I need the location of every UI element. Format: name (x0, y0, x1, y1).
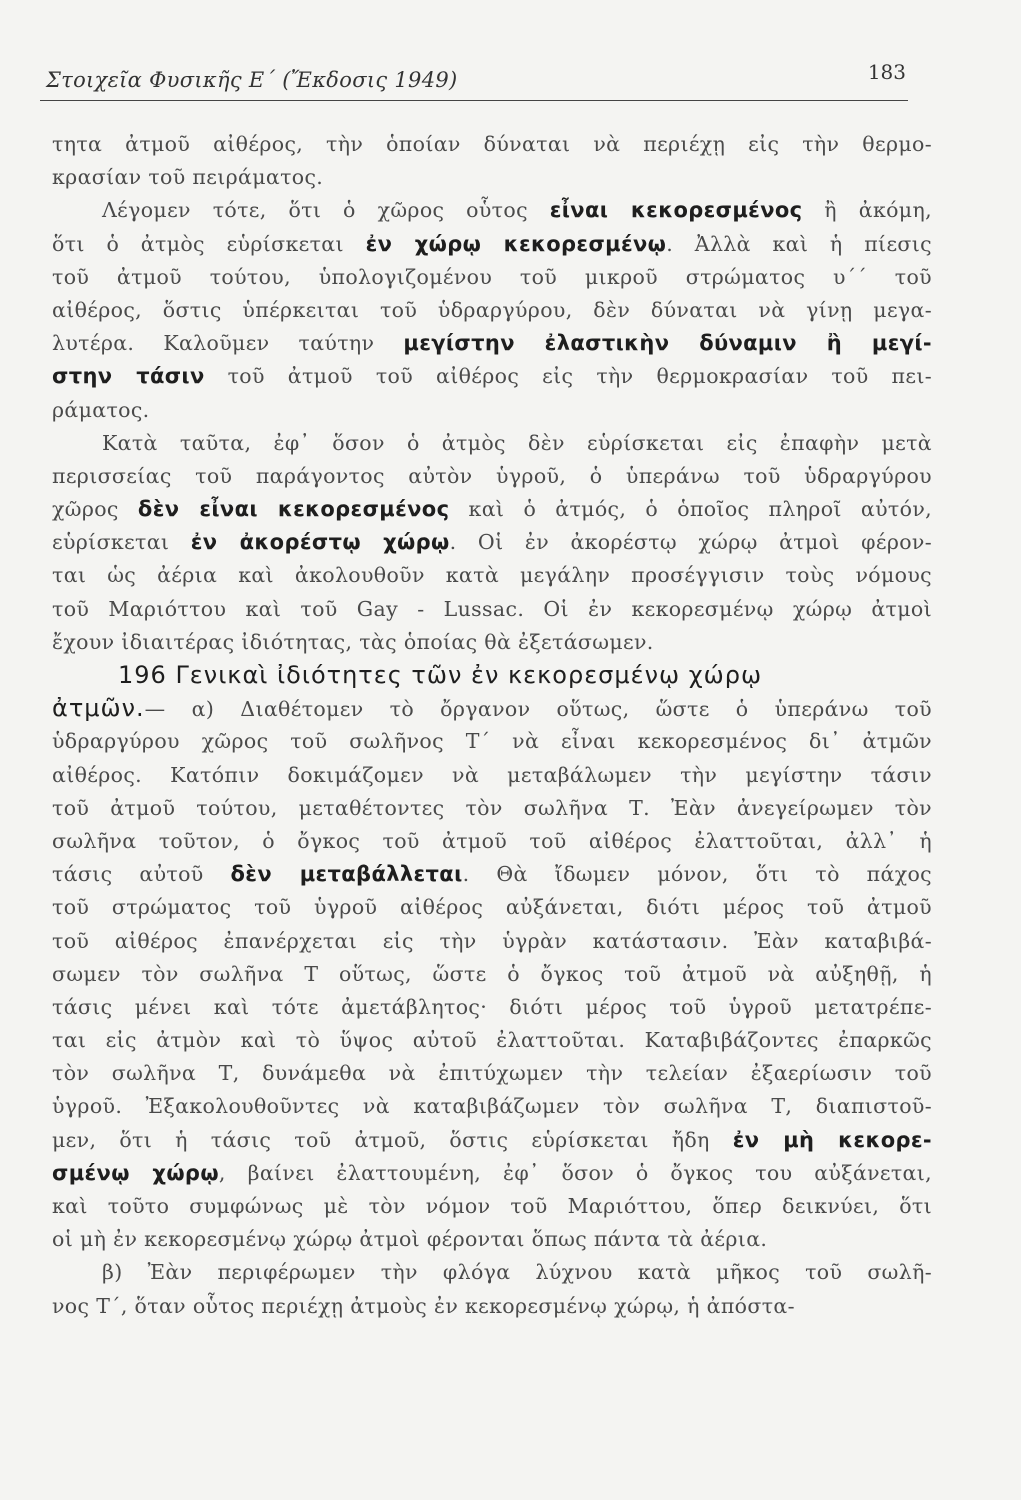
section-heading-line (52, 692, 932, 725)
text-span: περισσείας τοῦ παράγοντος αὐτὸν ὑγροῦ, ὁ ὑπεράνω τοῦ ὑδραργύρου (52, 463, 932, 488)
page-number: 183 (867, 60, 906, 84)
text-span: ὑδραργύρου χῶρος τοῦ σωλῆνος Τ΄ νὰ εἶναι κεκορεσμένος δι᾽ ἀτμῶν (52, 729, 932, 754)
text-span: νος Τ΄, ὅταν οὗτος περιέχῃ ἀτμοὺς ἐν κεκορεσμένῳ χώρῳ, ἡ ἀπόστα- (52, 1293, 795, 1318)
text-line (52, 1157, 932, 1190)
text-line (52, 1223, 932, 1256)
text-line (52, 1090, 932, 1123)
text-line (52, 194, 932, 227)
text-span: ται εἰς ἀτμὸν καὶ τὸ ὕψος αὐτοῦ ἐλαττοῦται. Καταβιβάζοντες ἐπαρκῶς (52, 1028, 932, 1053)
text-span: ἀτμῶν. (52, 694, 145, 723)
text-span: τοῦ ἀτμοῦ τοῦ αἰθέρος εἰς τὴν θερμοκρασίαν τοῦ πει- (204, 364, 932, 389)
text-line (52, 1190, 932, 1223)
text-line (52, 228, 932, 261)
bold-term: στην τάσιν (52, 364, 205, 389)
body-text (52, 128, 932, 1323)
text-span: . Θὰ ἴδωμεν μόνον, ὅτι τὸ πάχος (462, 862, 932, 887)
text-line (52, 891, 932, 924)
text-span: τάσις αὐτοῦ (52, 862, 231, 887)
text-line (52, 593, 932, 626)
text-line (52, 991, 932, 1024)
text-line (52, 1256, 932, 1289)
text-span: ἢ ἀκόμη, (802, 198, 932, 223)
text-line (52, 1124, 932, 1157)
text-span: μεν, ὅτι ἡ τάσις τοῦ ἀτμοῦ, ὅστις εὑρίσκεται ἤδη (52, 1127, 733, 1152)
text-span: καὶ ὁ ἀτμός, ὁ ὁποῖος πληροῖ αὐτόν, (449, 497, 932, 522)
text-span: εὑρίσκεται (52, 530, 191, 555)
running-header (40, 60, 908, 101)
text-line (52, 626, 932, 659)
text-span: τάσις μένει καὶ τότε ἀμετάβλητος· διότι μέρος τοῦ ὑγροῦ μετατρέπε- (52, 994, 932, 1019)
text-span: σωλῆνα τοῦτον, ὁ ὄγκος τοῦ ἀτμοῦ τοῦ αἰθέρος ἐλαττοῦται, ἀλλ᾽ ἡ (52, 828, 932, 853)
text-span: , βαίνει ἐλαττουμένη, ἐφ᾽ ὅσον ὁ ὄγκος του αὐξάνεται, (218, 1160, 932, 1185)
bold-term: μεγίστην ἐλαστικὴν δύναμιν ἢ μεγί- (403, 331, 932, 356)
text-line (52, 825, 932, 858)
text-span: ὑγροῦ. Ἐξακολουθοῦντες νὰ καταβιβάζωμεν τὸν σωλῆνα Τ, διαπιστοῦ- (52, 1094, 932, 1119)
text-span: — α) Διαθέτομεν τὸ ὄργανον οὕτως, ὥστε ὁ ὑπεράνω τοῦ (144, 697, 932, 722)
text-line (52, 725, 932, 758)
text-line (52, 925, 932, 958)
text-line (52, 360, 932, 393)
text-span: ται ὡς ἀέρια καὶ ἀκολουθοῦν κατὰ μεγάλην προσέγγισιν τοὺς νόμους (52, 563, 932, 588)
text-span: ράματος. (52, 397, 150, 422)
bold-term: ἐν ἀκορέστῳ χώρῳ (190, 530, 450, 555)
text-span: σωμεν τὸν σωλῆνα Τ οὕτως, ὥστε ὁ ὄγκος τοῦ ἀτμοῦ νὰ αὐξηθῇ, ἡ (52, 961, 932, 986)
text-span: τοῦ ἀτμοῦ τούτου, μεταθέτοντες τὸν σωλῆνα Τ. Ἐὰν ἀνεγείρωμεν τὸν (52, 795, 932, 820)
text-span: τὸν σωλῆνα Τ, δυνάμεθα νὰ ἐπιτύχωμεν τὴν τελείαν ἐξαερίωσιν τοῦ (52, 1061, 932, 1086)
bold-term: ἐν χώρῳ κεκορεσμένῳ (365, 231, 667, 256)
text-line (52, 327, 932, 360)
text-line (52, 1024, 932, 1057)
text-span: αἰθέρος, ὅστις ὑπέρκειται τοῦ ὑδραργύρου, δὲν δύναται νὰ γίνῃ μεγα- (52, 297, 932, 322)
bold-term: εἶναι κεκορεσμένος (549, 198, 803, 223)
text-span: τοῦ αἰθέρος ἐπανέρχεται εἰς τὴν ὑγρὰν κατάστασιν. Ἐὰν καταβιβά- (52, 928, 932, 953)
text-span: β) Ἐὰν περιφέρωμεν τὴν φλόγα λύχνου κατὰ μῆκος τοῦ σωλῆ- (102, 1260, 932, 1285)
text-line (52, 559, 932, 592)
bold-term: δὲν μεταβάλλεται (230, 862, 463, 887)
text-span: τοῦ Μαριόττου καὶ τοῦ Gay - Lussac. Οἱ ἐν κεκορεσμένῳ χώρῳ ἀτμοὶ (52, 596, 932, 621)
text-line (52, 294, 932, 327)
text-span: τοῦ στρώματος τοῦ ὑγροῦ αἰθέρος αὐξάνεται, διότι μέρος τοῦ ἀτμοῦ (52, 895, 932, 920)
text-line (52, 1057, 932, 1090)
text-line (52, 858, 932, 891)
text-span: ὅτι ὁ ἀτμὸς εὑρίσκεται (52, 231, 366, 256)
text-line (52, 759, 932, 792)
text-span: ἔχουν ἰδιαιτέρας ἰδιότητας, τὰς ὁποίας θὰ ἐξετάσωμεν. (52, 629, 654, 654)
text-line (52, 958, 932, 991)
text-line (52, 460, 932, 493)
text-span: λυτέρα. Καλοῦμεν ταύτην (52, 331, 404, 356)
text-line (52, 394, 932, 427)
text-span: κρασίαν τοῦ πειράματος. (52, 165, 324, 190)
bold-term: σμένῳ χώρῳ (52, 1160, 219, 1185)
text-span: αἰθέρος. Κατόπιν δοκιμάζομεν νὰ μεταβάλωμεν τὴν μεγίστην τάσιν (52, 762, 932, 787)
text-span: οἱ μὴ ἐν κεκορεσμένῳ χώρῳ ἀτμοὶ φέρονται ὅπως πάντα τὰ ἀέρια. (52, 1227, 768, 1252)
header-title: Στοιχεῖα Φυσικῆς Ε΄ (Ἔκδοσις 1949) (46, 68, 458, 92)
text-span: καὶ τοῦτο συμφώνως μὲ τὸν νόμον τοῦ Μαριόττου, ὅπερ δεικνύει, ὅτι (52, 1194, 932, 1218)
text-line (52, 792, 932, 825)
text-line (52, 526, 932, 559)
text-span: χῶρος (52, 497, 138, 522)
text-span: . Οἱ ἐν ἀκορέστῳ χώρῳ ἀτμοὶ φέρον- (449, 530, 933, 555)
text-line (52, 128, 932, 161)
text-line (52, 427, 932, 460)
bold-term: δὲν εἶναι κεκορεσμένος (137, 497, 450, 522)
text-line (52, 1290, 932, 1323)
text-span: Λέγομεν τότε, ὅτι ὁ χῶρος οὗτος (102, 198, 550, 223)
text-span: 196 Γενικαὶ ἰδιότητες τῶν ἐν κεκορεσμένῳ χώρῳ (118, 661, 763, 689)
text-span: τητα ἀτμοῦ αἰθέρος, τὴν ὁποίαν δύναται νὰ περιέχῃ εἰς τὴν θερμο- (52, 132, 932, 156)
text-line (52, 161, 932, 194)
text-span: Κατὰ ταῦτα, ἐφ᾽ ὅσον ὁ ἀτμὸς δὲν εὑρίσκεται εἰς ἐπαφὴν μετὰ (102, 430, 932, 455)
bold-term: ἐν μὴ κεκορε- (732, 1127, 932, 1152)
section-heading-line (52, 659, 932, 692)
text-line (52, 493, 932, 526)
text-line (52, 261, 932, 294)
text-span: τοῦ ἀτμοῦ τούτου, ὑπολογιζομένου τοῦ μικροῦ στρώματος υ΄΄ τοῦ (52, 264, 932, 289)
text-span: . Ἀλλὰ καὶ ἡ πίεσις (666, 231, 932, 256)
